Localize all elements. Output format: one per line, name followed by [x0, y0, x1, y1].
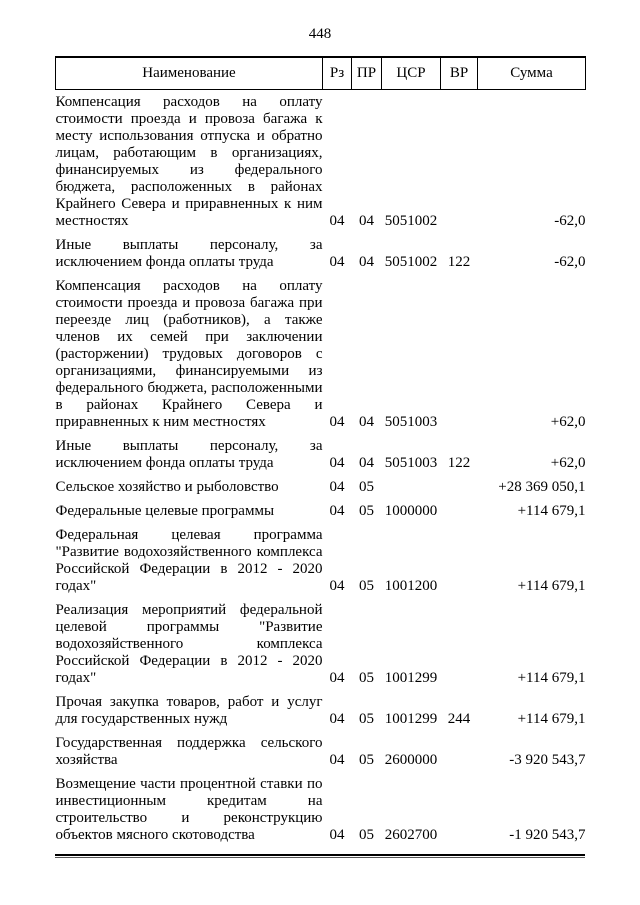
cell-rz: 04 [329, 577, 345, 594]
table-row [56, 233, 586, 274]
budget-table [55, 56, 586, 847]
cell-pr: 05 [359, 478, 374, 495]
cell-pr: 04 [359, 212, 374, 229]
cell-csr: 1001299 [384, 710, 438, 727]
cell-rz: 04 [329, 826, 345, 843]
cell-csr: 1001200 [384, 577, 438, 594]
table-row [56, 772, 586, 847]
cell-rz: 04 [329, 502, 345, 519]
cell-rz: 04 [329, 478, 345, 495]
header-pr: ПР [352, 57, 382, 89]
cell-csr: 1001299 [384, 669, 438, 686]
cell-rz: 04 [329, 751, 345, 768]
cell-vr: 122 [447, 454, 471, 471]
table-row [56, 274, 586, 434]
cell-name: Федеральные целевые программы [55, 502, 275, 519]
cell-vr [441, 499, 478, 523]
table-header [56, 57, 586, 89]
cell-csr: 5051002 [384, 253, 438, 270]
header-rz: Рз [323, 57, 352, 89]
header-row [56, 57, 586, 89]
cell-sum: +62,0 [550, 413, 586, 430]
cell-rz: 04 [329, 413, 345, 430]
cell-sum: +114 679,1 [517, 710, 586, 727]
header-csr: ЦСР [382, 57, 441, 89]
cell-name: Возмещение части процентной ставки по инвестиционным кредитам на строительство и реконструкцию объектов мясного скотоводства [55, 775, 323, 843]
next-table-top-border [55, 854, 585, 858]
table-row [56, 731, 586, 772]
cell-sum: -62,0 [554, 212, 586, 229]
cell-pr: 05 [359, 669, 374, 686]
table-row [56, 89, 586, 233]
cell-pr: 05 [359, 751, 374, 768]
cell-csr: 2600000 [384, 751, 438, 768]
header-summa: Сумма [478, 57, 586, 89]
cell-vr [441, 274, 478, 434]
cell-sum: +62,0 [550, 454, 586, 471]
cell-sum: +28 369 050,1 [498, 478, 586, 495]
table-row [56, 434, 586, 475]
cell-csr: 5051003 [384, 413, 438, 430]
cell-csr: 5051003 [384, 454, 438, 471]
cell-vr: 122 [447, 253, 471, 270]
cell-pr: 05 [359, 502, 374, 519]
cell-name: Реализация мероприятий федеральной целевой программы "Развитие водохозяйственного комплекса Российской Федерации в 2012 - 2020 годах" [55, 601, 323, 686]
cell-pr: 05 [359, 577, 374, 594]
table-body [56, 89, 586, 847]
cell-name: Компенсация расходов на оплату стоимости проезда и провоза багажа к месту использования отпуска и обратно лицам, работающим в организациях, финансируемых из федерального бюджета, расположенных в районах Крайнего Севера и приравненных к ним местностях [55, 93, 323, 229]
cell-vr [441, 598, 478, 690]
cell-name: Прочая закупка товаров, работ и услуг для государственных нужд [55, 693, 323, 727]
cell-sum: +114 679,1 [517, 577, 586, 594]
cell-name: Компенсация расходов на оплату стоимости проезда и провоза багажа при переезде лиц (работников), а также членов их семей при заключении (расторжении) трудовых договоров с организациями, финансируемыми из федерального бюджета, расположенными в районах Крайнего Севера и приравненных к ним местностях [55, 277, 323, 430]
page-number: 448 [308, 26, 332, 42]
cell-csr [382, 475, 441, 499]
table-row [56, 523, 586, 598]
cell-csr: 5051002 [384, 212, 438, 229]
cell-name: Иные выплаты персоналу, за исключением фонда оплаты труда [55, 437, 323, 471]
cell-pr: 04 [359, 253, 374, 270]
cell-vr [441, 89, 478, 233]
cell-sum: +114 679,1 [517, 669, 586, 686]
cell-sum: -62,0 [554, 253, 586, 270]
cell-name: Сельское хозяйство и рыболовство [55, 478, 279, 495]
cell-name: Иные выплаты персоналу, за исключением фонда оплаты труда [55, 236, 323, 270]
header-vr: ВР [441, 57, 478, 89]
cell-vr: 244 [447, 710, 471, 727]
header-naimenovanie: Наименование [56, 57, 323, 89]
cell-vr [441, 772, 478, 847]
table-row [56, 475, 586, 499]
table-row [56, 499, 586, 523]
cell-pr: 05 [359, 826, 374, 843]
cell-sum: +114 679,1 [517, 502, 586, 519]
cell-sum: -3 920 543,7 [509, 751, 586, 768]
cell-sum: -1 920 543,7 [509, 826, 586, 843]
cell-name: Государственная поддержка сельского хозяйства [55, 734, 323, 768]
cell-rz: 04 [329, 454, 345, 471]
cell-vr [441, 523, 478, 598]
cell-rz: 04 [329, 253, 345, 270]
cell-vr [441, 475, 478, 499]
cell-pr: 05 [359, 710, 374, 727]
cell-rz: 04 [329, 212, 345, 229]
cell-pr: 04 [359, 454, 374, 471]
cell-csr: 2602700 [384, 826, 438, 843]
cell-csr: 1000000 [384, 502, 438, 519]
cell-name: Федеральная целевая программа "Развитие водохозяйственного комплекса Российской Федерации в 2012 - 2020 годах" [55, 526, 323, 594]
cell-vr [441, 731, 478, 772]
table-row [56, 690, 586, 731]
cell-rz: 04 [329, 710, 345, 727]
cell-pr: 04 [359, 413, 374, 430]
table-row [56, 598, 586, 690]
cell-rz: 04 [329, 669, 345, 686]
